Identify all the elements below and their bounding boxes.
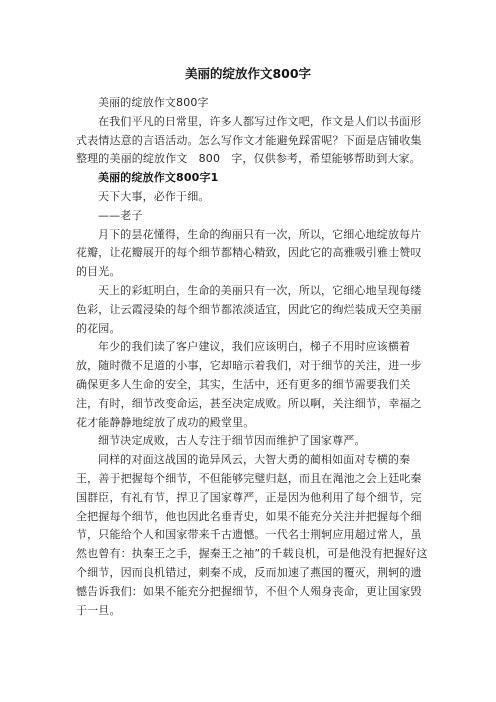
paragraph: 美丽的绽放作文800字 (98, 96, 209, 109)
paragraph: 年少的我们读了客户建议，我们应该明白，梯子不用时应该横着放，随时微不足道的小事，它却暗示着我们，对于细节的关注，进一步确保更多人生命的安全，其实，生活中，还有更多的细节需要我们关注，有时，细节改变命运，甚至决定成败。所以啊，关注细节，幸福之花才能静静地绽放了成功的殿堂里。 (76, 340, 422, 429)
paragraph: 在我们平凡的日常里，许多人都写过作文吧，作文是人们以书面形式表情达意的言语活动。怎么写作文才能避免踩雷呢？下面是店铺收集整理的美丽的绽放作文 800 字，仅供参考，希望能够帮助到大家。 (76, 114, 422, 166)
paragraph: 月下的昙花懂得，生命的绚丽只有一次，所以，它细心地绽放每片花瓣，让花瓣展开的每个细节都精心精致，因此它的高雅吸引雅士赞叹的目光。 (76, 227, 422, 279)
paragraph: 天上的彩虹明白，生命的美丽只有一次，所以，它细心地呈现每缕色彩，让云霞浸染的每个细节都浓淡适宜，因此它的绚烂装成天空美丽的花园。 (76, 283, 422, 335)
section-heading: 美丽的绽放作文800字1 (98, 171, 219, 185)
paragraph: 同样的对面这战国的诡异风云，大智大勇的蔺相如面对专横的秦王，善于把握每个细节，不但能够完璧归赵，而且在渑池之会上廷叱秦国群臣，有礼有节，捍卫了国家尊严，正是因为他利用了每个细节，完全把握每个细节，他也因此名垂青史，如果不能充分关注并把握每个细节，只能给个人和国家带来千古遗憾。一代名士荆轲应用超过常人，虽然也曾有：执秦王之手，握秦王之袖”的千载良机，可是他没有把握好这个细节，因而良机错过，刺秦不成，反而加速了燕国的覆灭，荆轲的遗憾告诉我们：如果不能充分把握细节，不但个人殒身丧命，更让国家毁于一旦。 (76, 453, 428, 617)
paragraph: ——老子 (98, 208, 143, 222)
paragraph: 细节决定成败，古人专注于细节因而维护了国家尊严。 (98, 434, 366, 448)
document-body (76, 94, 432, 620)
document-title: 美丽的绽放作文800字 (184, 66, 312, 81)
paragraph: 天下大事，必作于细。 (98, 189, 210, 203)
